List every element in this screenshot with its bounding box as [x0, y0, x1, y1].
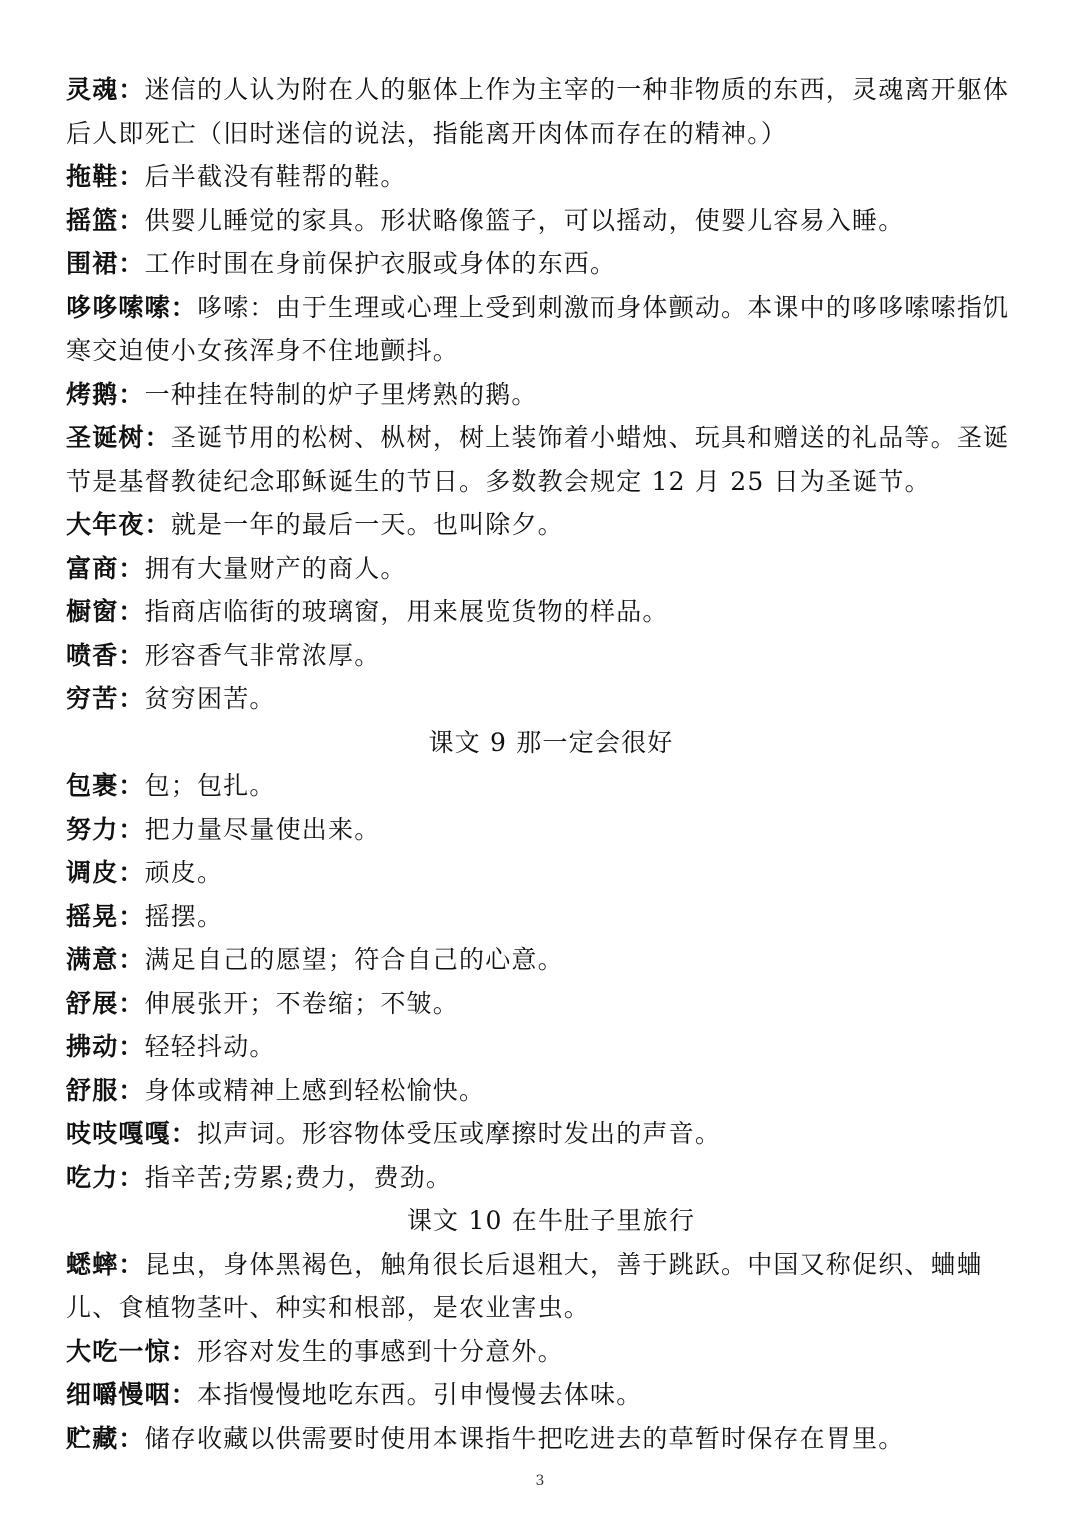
- vocab-entry: [66, 1025, 1026, 1069]
- vocab-term: 蟋蟀：: [66, 1249, 145, 1279]
- vocab-entry: [66, 547, 1026, 591]
- vocab-entry: [66, 1373, 1026, 1417]
- vocab-definition: 储存收藏以供需要时使用本课指牛把吃进去的草暂时保存在胃里。: [144, 1423, 905, 1453]
- vocab-entry: [66, 1243, 1026, 1330]
- vocab-entry: [66, 242, 1026, 286]
- vocab-entry: [66, 373, 1026, 417]
- vocab-term: 烤鹅：: [66, 379, 145, 409]
- lesson-title: 课文 10 在牛肚子里旅行: [406, 1206, 696, 1235]
- vocab-definition: 身体或精神上感到轻松愉快。: [144, 1075, 486, 1105]
- vocab-definition: 迷信的人认为附在人的躯体上作为主宰的一种非物质的东西，灵魂离开躯体后人即死亡（旧时迷信的说法，指能离开肉体而存在的精神。）: [66, 75, 1010, 148]
- vocab-definition: 哆嗦：由于生理或心理上受到刺激而身体颤动。本课中的哆哆嗦嗦指饥寒交迫使小女孩浑身不住地颤抖。: [66, 292, 1010, 365]
- vocab-definition: 贫穷困苦。: [144, 684, 276, 713]
- vocab-term: 摇晃：: [66, 901, 145, 931]
- vocab-definition: 形容香气非常浓厚。: [144, 640, 381, 670]
- vocab-term: 大年夜：: [66, 510, 171, 539]
- vocab-definition: 摇摆。: [144, 901, 224, 931]
- vocab-definition: 本指慢慢地吃东西。引申慢慢去体味。: [197, 1380, 643, 1409]
- vocab-entry: [66, 938, 1026, 982]
- vocab-definition: 圣诞节用的松树、枞树，树上装饰着小蜡烛、玩具和赠送的礼品等。圣诞节是基督教徒纪念耶稣诞生的节日。多数教会规定 12 月 25 日为圣诞节。: [66, 423, 1010, 496]
- vocab-entry: [66, 590, 1026, 634]
- vocab-definition: 轻轻抖动。: [144, 1032, 276, 1061]
- vocab-definition: 工作时围在身前保护衣服或身体的东西。: [144, 249, 617, 278]
- vocab-term: 大吃一惊：: [66, 1336, 198, 1366]
- vocab-term: 细嚼慢咽：: [66, 1380, 198, 1409]
- vocab-definition: 包；包扎。: [144, 771, 276, 800]
- vocab-term: 富商：: [66, 553, 145, 583]
- vocab-entry: [66, 895, 1026, 939]
- vocab-entry: [66, 982, 1026, 1026]
- vocab-entry: [66, 808, 1026, 852]
- vocab-entry: [66, 199, 1026, 243]
- vocab-term: 哆哆嗦嗦：: [66, 292, 198, 322]
- vocab-definition: 满足自己的愿望；符合自己的心意。: [144, 945, 564, 974]
- vocab-definition: 一种挂在特制的炉子里烤熟的鹅。: [144, 379, 538, 409]
- vocab-term: 摇篮：: [66, 205, 145, 235]
- vocab-definition: 指辛苦;劳累;费力，费劲。: [144, 1162, 453, 1192]
- vocab-term: 拖鞋：: [66, 162, 145, 191]
- vocab-definition: 昆虫，身体黑褐色，触角很长后退粗大，善于跳跃。中国又称促织、蛐蛐儿、食植物茎叶、种实和根部，是农业害虫。: [66, 1249, 984, 1322]
- vocab-entry: [66, 1330, 1026, 1374]
- vocab-entry: [66, 1417, 1026, 1461]
- vocab-term: 满意：: [66, 945, 145, 974]
- vocab-term: 包裹：: [66, 771, 145, 800]
- vocab-entry: [66, 851, 1026, 895]
- vocab-term: 拂动：: [66, 1032, 145, 1061]
- vocab-definition: 顽皮。: [144, 858, 224, 887]
- vocab-term: 吃力：: [66, 1162, 145, 1192]
- vocab-term: 吱吱嘎嘎：: [66, 1119, 198, 1148]
- vocab-term: 圣诞树：: [66, 423, 171, 452]
- vocab-entry: [66, 286, 1026, 373]
- page-number: 3: [535, 1473, 545, 1489]
- vocab-entry: [66, 416, 1026, 503]
- vocab-term: 调皮：: [66, 858, 145, 887]
- vocab-definition: 把力量尽量使出来。: [144, 814, 381, 844]
- vocab-term: 橱窗：: [66, 597, 145, 626]
- vocabulary-list: [66, 68, 1026, 1460]
- lesson-title: 课文 9 那一定会很好: [428, 727, 674, 757]
- vocab-definition: 伸展张开；不卷缩；不皱。: [144, 988, 460, 1018]
- vocab-entry: [66, 764, 1026, 808]
- vocab-entry: [66, 1156, 1026, 1200]
- vocab-term: 努力：: [66, 814, 145, 844]
- vocab-definition: 形容对发生的事感到十分意外。: [197, 1336, 564, 1366]
- vocab-definition: 指商店临街的玻璃窗，用来展览货物的样品。: [144, 597, 669, 626]
- vocab-entry: [66, 155, 1026, 199]
- vocab-definition: 就是一年的最后一天。也叫除夕。: [170, 510, 564, 539]
- vocab-entry: [66, 68, 1026, 155]
- vocab-term: 贮藏：: [66, 1423, 145, 1453]
- vocab-term: 舒展：: [66, 988, 145, 1018]
- vocab-entry: [66, 634, 1026, 678]
- vocab-definition: 供婴儿睡觉的家具。形状略像篮子，可以摇动，使婴儿容易入睡。: [144, 205, 905, 235]
- vocab-definition: 后半截没有鞋帮的鞋。: [144, 162, 407, 191]
- vocab-definition: 拥有大量财产的商人。: [144, 553, 407, 583]
- vocab-term: 灵魂：: [66, 75, 145, 104]
- vocab-entry: [66, 503, 1026, 547]
- vocab-term: 舒服：: [66, 1075, 145, 1105]
- vocab-entry: [66, 677, 1026, 721]
- vocab-term: 穷苦：: [66, 684, 145, 713]
- vocab-term: 围裙：: [66, 249, 145, 278]
- vocab-entry: [66, 1069, 1026, 1113]
- vocab-definition: 拟声词。形容物体受压或摩擦时发出的声音。: [197, 1119, 722, 1148]
- vocab-term: 喷香：: [66, 640, 145, 670]
- vocab-entry: [66, 1112, 1026, 1156]
